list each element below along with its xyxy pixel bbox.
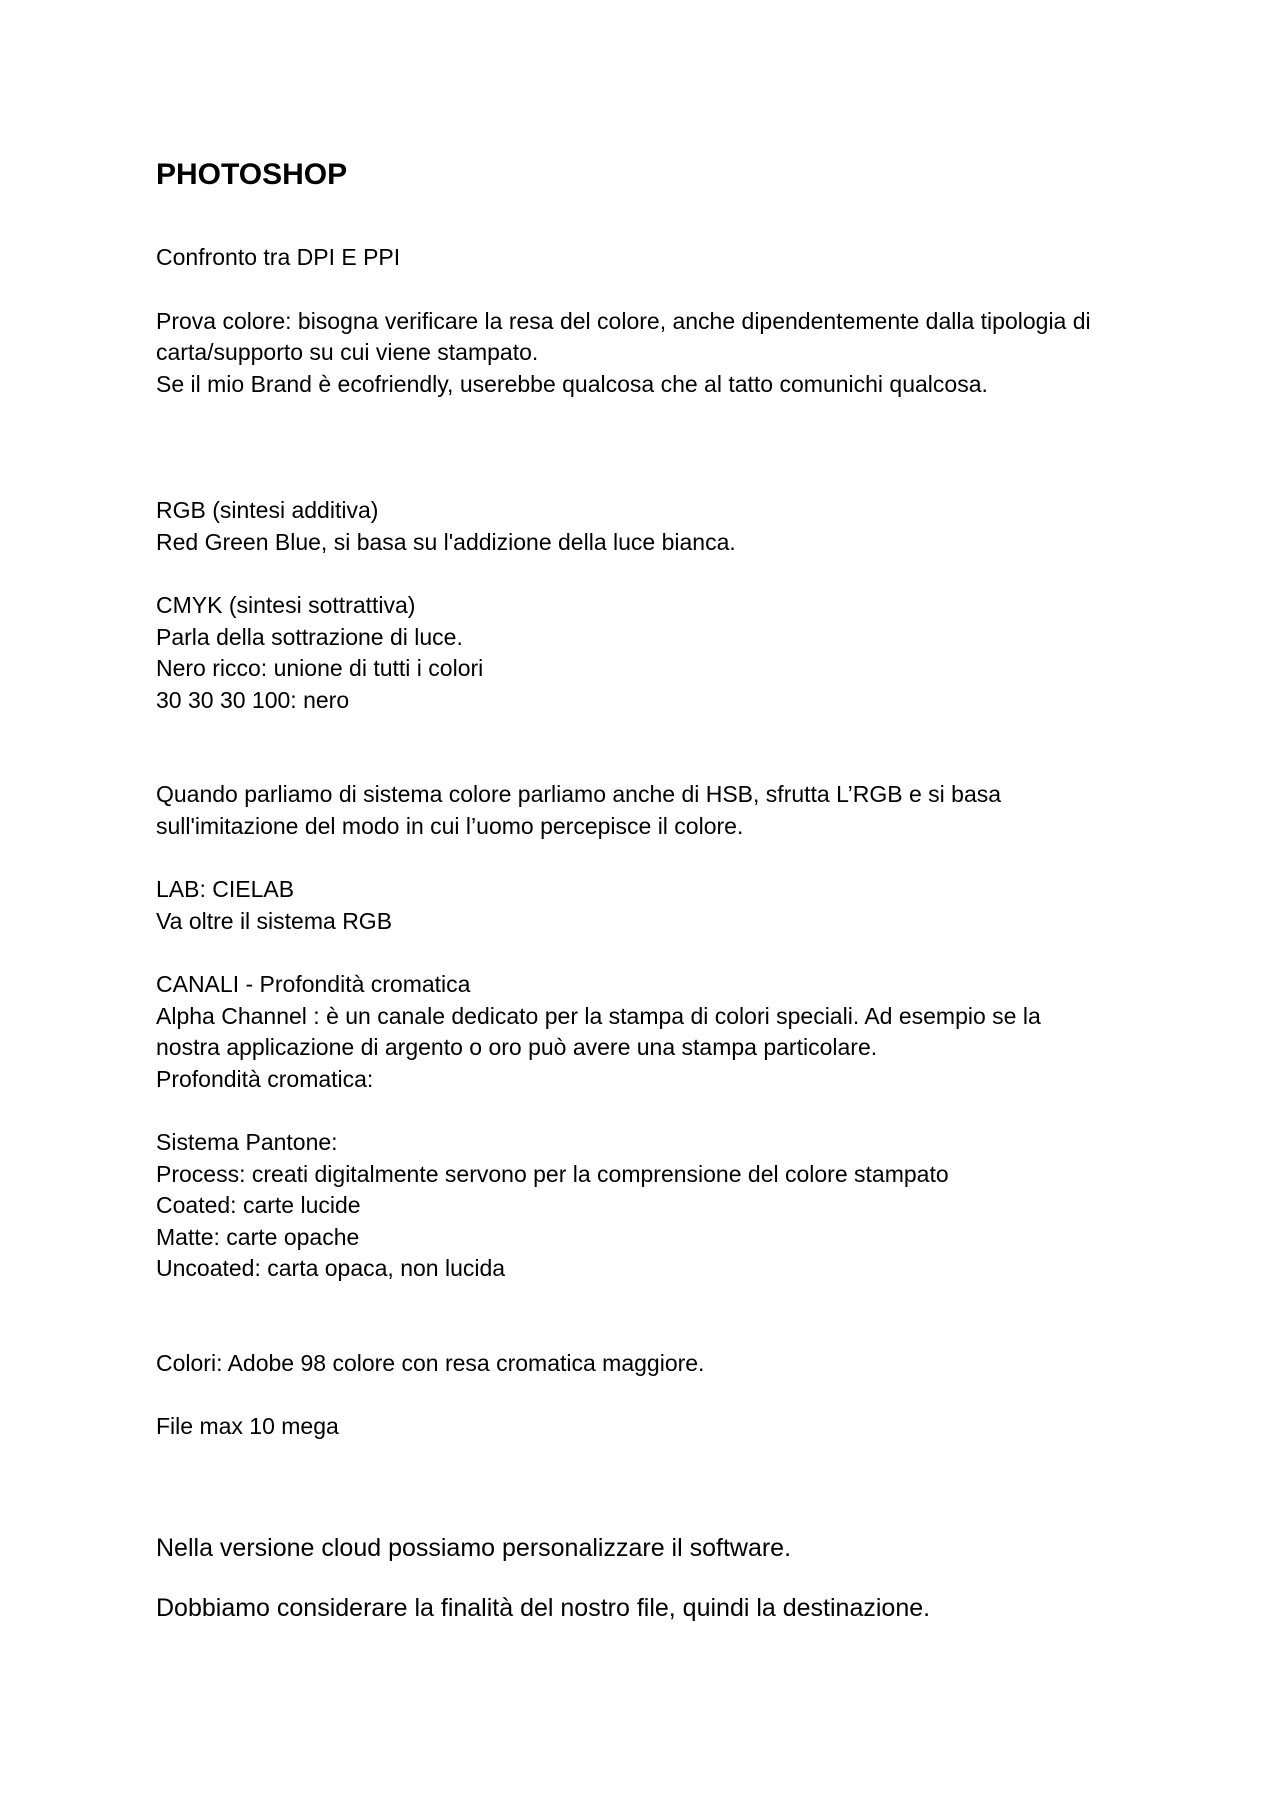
text-line: Alpha Channel : è un canale dedicato per la stampa di colori speciali. Ad esempio se la	[156, 1002, 1041, 1029]
text-line: Prova colore: bisogna verificare la resa del colore, anche dipendentemente dalla tipologia di	[156, 307, 1091, 334]
paragraph-channels	[156, 969, 1156, 1095]
paragraph-rgb	[156, 495, 1156, 558]
text-line: CANALI - Profondità cromatica	[156, 971, 471, 997]
text-line: 30 30 30 100: nero	[156, 686, 350, 713]
paragraph-colors: Colori: Adobe 98 colore con resa cromatica maggiore.	[156, 1349, 705, 1376]
text-line: sull'imitazione del modo in cui l’uomo percepisce il colore.	[156, 812, 744, 839]
text-line: Coated: carte lucide	[156, 1192, 361, 1218]
text-line: Quando parliamo di sistema colore parliamo anche di HSB, sfrutta L’RGB e si basa	[156, 781, 1002, 807]
text-line: LAB: CIELAB	[156, 876, 295, 902]
text-line: Uncoated: carta opaca, non lucida	[156, 1255, 506, 1281]
text-line: nostra applicazione di argento o oro può avere una stampa particolare.	[156, 1034, 878, 1060]
paragraph-proof	[156, 306, 1156, 401]
text-line: Nero ricco: unione di tutti i colori	[156, 655, 484, 681]
text-line: Se il mio Brand è ecofriendly, userebbe qualcosa che al tatto comunichi qualcosa.	[156, 370, 988, 397]
text-line: Red Green Blue, si basa su l'addizione della luce bianca.	[156, 528, 736, 555]
paragraph-hsb	[156, 779, 1156, 842]
text-line: Process: creati digitalmente servono per la comprensione del colore stampato	[156, 1160, 949, 1187]
text-line: Matte: carte opache	[156, 1223, 360, 1250]
page-title: PHOTOSHOP	[156, 158, 348, 191]
text-line: Parla della sottrazione di luce.	[156, 623, 463, 650]
text-line: RGB (sintesi additiva)	[156, 497, 379, 523]
paragraph-lab	[156, 874, 1156, 937]
text-line: Sistema Pantone:	[156, 1129, 338, 1155]
paragraph-destination: Dobbiamo considerare la finalità del nostro file, quindi la destinazione.	[156, 1593, 931, 1622]
text-line: carta/supporto su cui viene stampato.	[156, 339, 539, 365]
paragraph-cmyk	[156, 590, 1156, 716]
text-line: Profondità cromatica:	[156, 1065, 374, 1092]
document-body	[156, 150, 1156, 1625]
text-line: Va oltre il sistema RGB	[156, 907, 393, 934]
paragraph-comparison: Confronto tra DPI E PPI	[156, 244, 401, 270]
paragraph-pantone	[156, 1127, 1156, 1285]
paragraph-file: File max 10 mega	[156, 1413, 339, 1439]
text-line: CMYK (sintesi sottrattiva)	[156, 592, 416, 618]
paragraph-cloud: Nella versione cloud possiamo personalizzare il software.	[156, 1533, 792, 1562]
